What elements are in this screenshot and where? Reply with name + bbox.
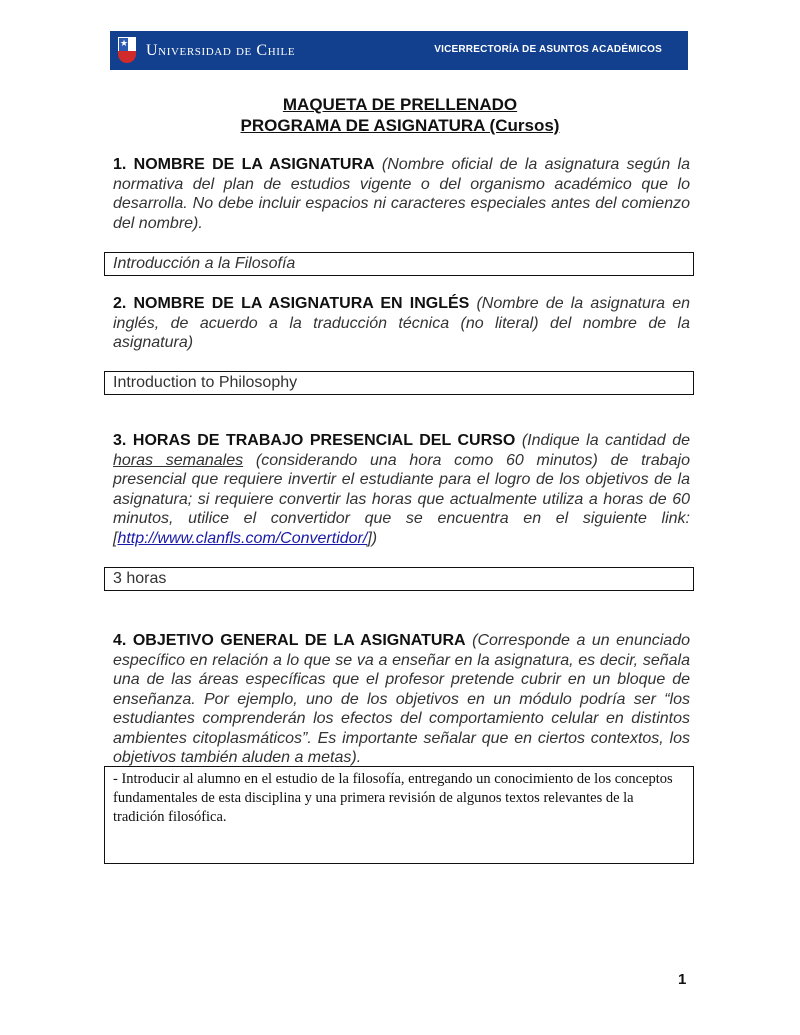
section-description-underlined: horas semanales bbox=[113, 451, 244, 469]
section-heading: 1. NOMBRE DE LA ASIGNATURA bbox=[113, 156, 375, 173]
section-course-name bbox=[113, 155, 690, 233]
section-heading: 4. OBJETIVO GENERAL DE LA ASIGNATURA bbox=[113, 632, 466, 649]
answer-text: - Introducir al alumno en el estudio de la filosofía, entregando un conocimiento de los conceptos fundamentales de esta disciplina y una primera revisión de algunos textos relevantes de la tradición filosófica. bbox=[113, 771, 673, 825]
header-banner bbox=[110, 31, 688, 70]
section-description: (Nombre oficial de la asignatura según la normativa del plan de estudios vigente o del organismo académico que lo desarrolla. No debe incluir espacios ni caracteres especiales antes del comienzo del nombre). bbox=[113, 156, 691, 232]
answer-text: 3 horas bbox=[113, 570, 167, 587]
section-description-b: (considerando una hora como 60 minutos) de trabajo presencial que requiere invertir el estudiante para el logro de los objetivos de la asignatura; si requiere convertir las horas que actualmente utiliza a horas de 60 minutos, utilice el convertidor que se encuentra en el siguiente link: [ bbox=[113, 451, 691, 547]
document-title-line1: MAQUETA DE PRELLENADO bbox=[282, 95, 518, 114]
answer-text: Introduction to Philosophy bbox=[113, 374, 298, 391]
answer-general-objective[interactable] bbox=[104, 766, 694, 864]
answer-course-name[interactable] bbox=[104, 252, 694, 276]
section-description-a: (Indique la cantidad de bbox=[521, 432, 690, 449]
section-description: (Corresponde a un enunciado específico en relación a lo que se va a enseñar en la asignatura, es decir, señala una de las áreas específicas que el profesor pretende cubrir en un bloque de enseñanza. Por ejemplo, uno de los objetivos en un módulo podría ser “los estudiantes comprenderán los efectos del comportamiento celular en distintos ambientes citoplasmáticos”. Es importante señalar que en ciertos contextos, los objetivos también aluden a metas). bbox=[113, 632, 691, 766]
page-number: 1 bbox=[678, 971, 687, 988]
answer-english-name[interactable] bbox=[104, 371, 694, 395]
section-heading: 2. NOMBRE DE LA ASIGNATURA EN INGLÉS bbox=[113, 295, 470, 312]
section-description: (Nombre de la asignatura en inglés, de acuerdo a la traducción técnica (no literal) del nombre de la asignatura) bbox=[113, 295, 690, 351]
section-heading: 3. HORAS DE TRABAJO PRESENCIAL DEL CURSO bbox=[113, 432, 516, 449]
document-title-line2: PROGRAMA DE ASIGNATURA (Cursos) bbox=[240, 116, 560, 135]
section-general-objective bbox=[113, 631, 690, 768]
section-description-c: ]) bbox=[367, 529, 378, 547]
department-name: VICERRECTORÍA DE ASUNTOS ACADÉMICOS bbox=[434, 44, 662, 55]
university-crest-icon: ★ bbox=[118, 37, 138, 65]
section-english-name bbox=[113, 294, 690, 353]
section-contact-hours bbox=[113, 431, 690, 548]
answer-contact-hours[interactable] bbox=[104, 567, 694, 591]
converter-link[interactable]: http://www.clanfls.com/Convertidor/ bbox=[117, 529, 368, 547]
answer-text: Introducción a la Filosofía bbox=[113, 255, 296, 272]
university-name: Universidad de Chile bbox=[146, 41, 296, 59]
